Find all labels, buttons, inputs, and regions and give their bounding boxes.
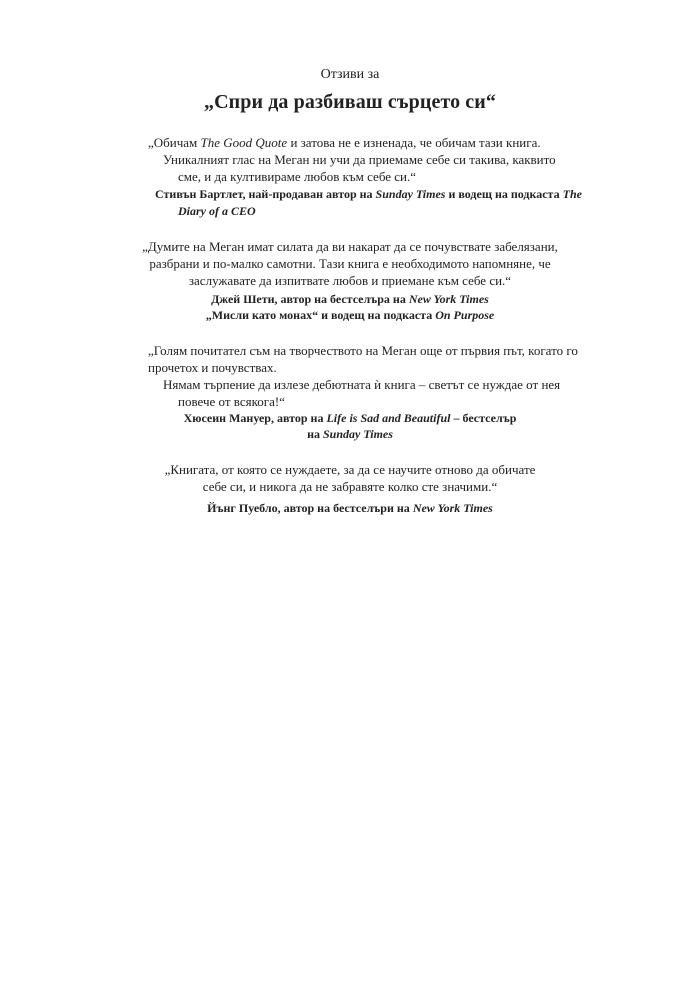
review-4-line-1: „Книгата, от която се нуждаете, за да се научите отново да обичате <box>164 462 536 477</box>
review-3-line-2: прочетох и почувствах. <box>148 360 277 375</box>
review-2-line-1: „Думите на Меган имат силата да ви накарат да се почувствате забелязани, <box>142 239 558 254</box>
review-1-line-2: Уникалният глас на Меган ни учи да приемаме себе си такива, каквито <box>163 152 556 167</box>
page-title: „Спри да разбиваш сърцето си“ <box>203 91 497 113</box>
review-2-attribution-line-2: „Мисли като монах“ и водещ на подкаста On Purpose <box>205 308 495 322</box>
review-1-attribution-line-1: Стивън Бартлет, най-продаван автор на Sunday Times и водещ на подкаста The <box>155 187 582 201</box>
review-3-line-1: „Голям почитател съм на творчеството на Меган още от първия път, когато го <box>148 343 578 358</box>
page-subtitle: Отзиви за <box>320 67 380 82</box>
review-3-attribution-line-2: на Sunday Times <box>307 427 393 441</box>
review-1-line-3: сме, и да култивираме любов към себе си.“ <box>178 169 417 184</box>
review-1-line-1: „Обичам The Good Quote и затова не е изненада, че обичам тази книга. <box>148 135 541 150</box>
review-4-line-2: себе си, и никога да не забравяте колко сте значими.“ <box>202 479 498 494</box>
review-2-line-2: разбрани и по-малко самотни. Тази книга е необходимото напомняне, че <box>149 256 551 271</box>
review-3-line-4: повече от всякога!“ <box>178 394 285 409</box>
review-4-attribution-line-1: Йънг Пуебло, автор на бестселъри на New York Times <box>207 501 493 515</box>
review-2-line-3: заслужавате да изпитвате любов и приемане към себе си.“ <box>188 273 512 288</box>
review-2-attribution-line-1: Джей Шети, автор на бестселъра на New York Times <box>211 292 489 306</box>
book-title-italic: The Good Quote <box>200 135 288 150</box>
review-3-line-3: Нямам търпение да излезе дебютната ѝ книга – светът се нуждае от нея <box>163 377 561 392</box>
review-1-attribution-line-2: Diary of a CEO <box>178 204 256 218</box>
review-3-attribution-line-1: Хюсеин Мануер, автор на Life is Sad and Beautiful – бестселър <box>183 411 517 425</box>
